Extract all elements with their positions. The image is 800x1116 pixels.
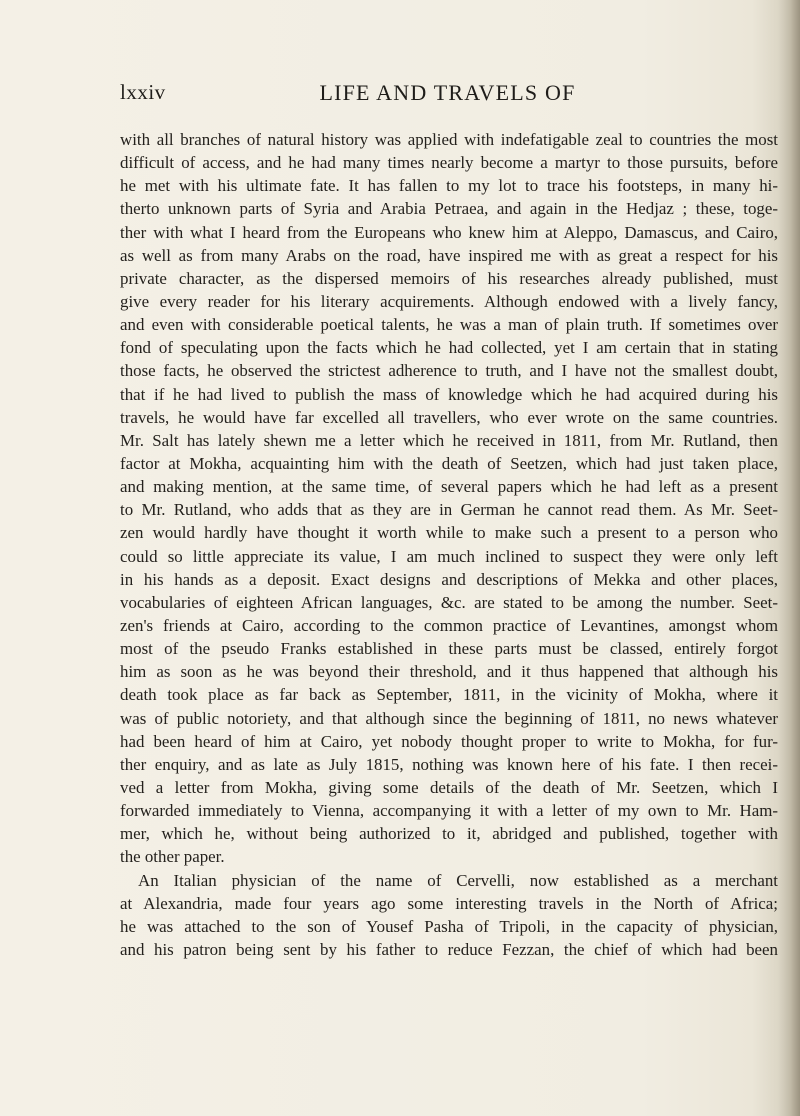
- running-title: LIFE AND TRAVELS OF: [319, 80, 576, 105]
- text-line: in his hands as a deposit. Exact designs and descriptions of Mekka and other places,: [120, 569, 778, 589]
- text-line: death took place as far back as September, 1811, in the vicinity of Mokha, where it: [120, 685, 778, 705]
- text-line: therto unknown parts of Syria and Arabia Petraea, and again in the Hedjaz ; these, toge-: [120, 199, 778, 219]
- text-line: zen would hardly have thought it worth while to make such a present to a person who: [120, 523, 778, 543]
- text-line: as well as from many Arabs on the road, have inspired me with as great a respect for his: [120, 245, 778, 265]
- text-line: ther with what I heard from the Europeans who knew him at Aleppo, Damascus, and Cairo,: [120, 222, 778, 242]
- text-line: vocabularies of eighteen African languages, &c. are stated to be among the number. Seet-: [120, 592, 778, 612]
- text-line: he was attached to the son of Yousef Pasha of Tripoli, in the capacity of physician,: [120, 916, 778, 936]
- text-line: at Alexandria, made four years ago some interesting travels in the North of Africa;: [120, 893, 778, 913]
- text-line: ved a letter from Mokha, giving some details of the death of Mr. Seetzen, which I: [120, 777, 778, 797]
- text-line: most of the pseudo Franks established in these parts must be classed, entirely forgot: [120, 639, 778, 659]
- text-line: ther enquiry, and as late as July 1815, nothing was known here of his fate. I then recei-: [120, 754, 778, 774]
- text-line: travels, he would have far excelled all travellers, who ever wrote on the same countries.: [120, 407, 778, 427]
- text-line: give every reader for his literary acquirements. Although endowed with a lively fancy,: [120, 291, 778, 311]
- text-line: factor at Mokha, acquainting him with the death of Seetzen, which had just taken place,: [120, 453, 778, 473]
- text-line: him as soon as he was beyond their threshold, and it thus happened that although his: [120, 662, 778, 682]
- text-line: and his patron being sent by his father to reduce Fezzan, the chief of which had been: [120, 939, 778, 959]
- text-line: Mr. Salt has lately shewn me a letter which he received in 1811, from Mr. Rutland, then: [120, 430, 778, 450]
- text-line: with all branches of natural history was applied with indefatigable zeal to countries the most: [120, 130, 778, 149]
- text-line: was of public notoriety, and that although since the beginning of 1811, no news whatever: [120, 708, 778, 728]
- text-line: the other paper.: [120, 847, 225, 867]
- page-edge-shadow: [778, 0, 800, 1116]
- text-line: that if he had lived to publish the mass of knowledge which he had acquired during his: [120, 384, 778, 404]
- text-line: zen's friends at Cairo, according to the common practice of Levantines, amongst whom: [120, 615, 778, 635]
- text-line: private character, as the dispersed memoirs of his researches already published, must: [120, 268, 778, 288]
- text-line: forwarded immediately to Vienna, accompanying it with a letter of my own to Mr. Ham-: [120, 801, 778, 821]
- text-line: he met with his ultimate fate. It has fallen to my lot to trace his footsteps, in many hi-: [120, 176, 778, 196]
- page-number: lxxiv: [120, 80, 166, 104]
- text-line: mer, which he, without being authorized to it, abridged and published, together with: [120, 824, 778, 844]
- text-line: An Italian physician of the name of Cervelli, now established as a merchant: [138, 870, 778, 890]
- text-line: and even with considerable poetical talents, he was a man of plain truth. If sometimes over: [120, 315, 778, 335]
- text-line: fond of speculating upon the facts which he had collected, yet I am certain that in stating: [120, 338, 778, 358]
- text-line: those facts, he observed the strictest adherence to truth, and I have not the smallest doubt,: [120, 361, 778, 381]
- text-line: to Mr. Rutland, who adds that as they are in German he cannot read them. As Mr. Seet-: [120, 500, 778, 520]
- text-line: difficult of access, and he had many times nearly become a martyr to those pursuits, before: [120, 153, 778, 173]
- page-header: [120, 80, 775, 110]
- text-line: and making mention, at the same time, of several papers which he had left as a present: [120, 477, 778, 497]
- body-text: [120, 128, 778, 961]
- text-line: had been heard of him at Cairo, yet nobody thought proper to write to Mokha, for fur-: [120, 731, 778, 751]
- text-line: could so little appreciate its value, I am much inclined to suspect they were only left: [120, 546, 778, 566]
